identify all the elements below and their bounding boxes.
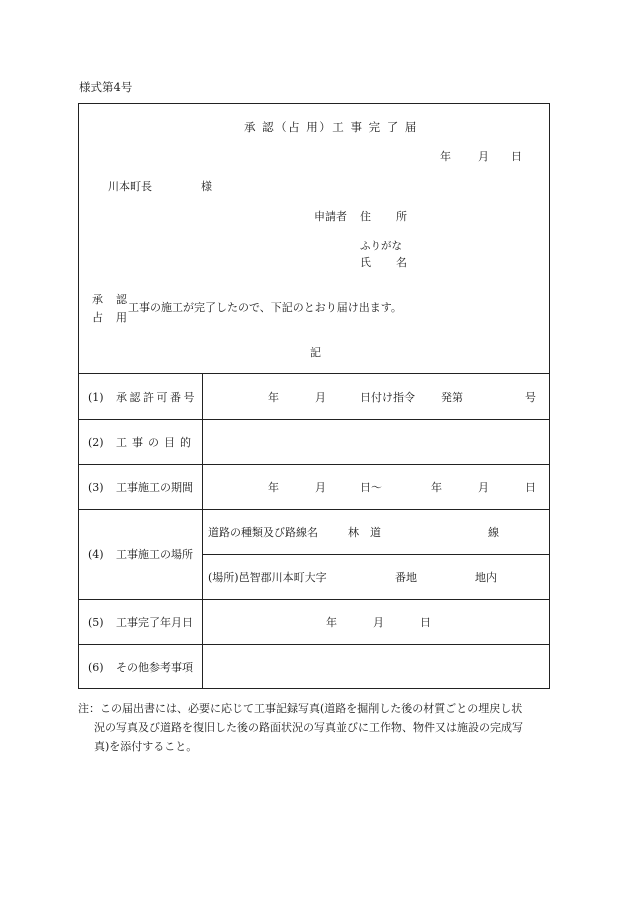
row-2-label: 工事の目的	[116, 436, 196, 449]
row-4-place-label: (場所)邑智郡川本町大字	[208, 571, 327, 584]
row-1-month: 月	[315, 391, 326, 404]
type-choice-shonin-2: 認	[116, 293, 127, 306]
table-rule-top	[78, 373, 550, 374]
address-label-1: 住	[360, 210, 371, 223]
row-4-number: (4)	[88, 548, 104, 561]
form-title: 承 認（占 用）工 事 完 了 届	[244, 120, 418, 134]
row-3-end-year: 年	[431, 481, 442, 494]
table-column-divider	[202, 373, 203, 689]
addressee-honorific: 様	[201, 180, 212, 193]
row-2-number: (2)	[88, 436, 104, 449]
attachment-note	[78, 699, 556, 756]
header-date-year: 年	[440, 150, 451, 163]
row-3-number: (3)	[88, 481, 104, 494]
table-rule-3	[78, 509, 550, 510]
row-3-end-month: 月	[478, 481, 489, 494]
row-1-number: (1)	[88, 391, 104, 404]
row-5-year: 年	[326, 616, 337, 629]
table-rule-1	[78, 419, 550, 420]
note-line-3: 真)を添付すること。	[94, 740, 198, 753]
note-prefix: 注：	[78, 702, 100, 715]
row-5-number: (5)	[88, 616, 104, 629]
row-4-label: 工事施工の場所	[116, 548, 193, 561]
header-date-day: 日	[511, 150, 522, 163]
row-4-road-label: 道路の種類及び路線名	[208, 526, 318, 539]
statement-text: 工事の施工が完了したので、下記のとおり届け出ます。	[128, 301, 402, 314]
note-line-1: この届出書には、必要に応じて工事記録写真(道路を掘削した後の材質ごとの埋戻し状	[100, 702, 523, 715]
name-label-2: 名	[396, 256, 407, 269]
row-1-go: 号	[525, 391, 536, 404]
row-1-date-directive: 日付け指令	[360, 391, 415, 404]
address-label-2: 所	[396, 210, 407, 223]
row-3-label: 工事施工の期間	[116, 481, 193, 494]
table-rule-6	[78, 644, 550, 645]
table-rule-5	[78, 599, 550, 600]
row-3-start-year: 年	[268, 481, 279, 494]
row-4-banchi: 番地	[395, 571, 417, 584]
ki-heading: 記	[310, 346, 321, 359]
row-3-start-day: 日〜	[360, 481, 382, 494]
name-label-1: 氏	[360, 256, 371, 269]
row-6-number: (6)	[88, 661, 104, 674]
row-3-end-day: 日	[525, 481, 536, 494]
row-5-month: 月	[373, 616, 384, 629]
table-rule-2	[78, 464, 550, 465]
type-choice-senyo-1: 占	[92, 311, 103, 324]
row-4-chinai: 地内	[475, 571, 497, 584]
type-choice-shonin-1: 承	[92, 293, 103, 306]
row-1-hatsu: 発第	[441, 391, 463, 404]
applicant-label: 申請者	[314, 210, 347, 223]
row-5-label: 工事完了年月日	[116, 616, 193, 629]
row-1-year: 年	[268, 391, 279, 404]
type-choice-senyo-2: 用	[116, 311, 127, 324]
row-1-label: 承認許可番号	[116, 391, 197, 404]
row-5-day: 日	[420, 616, 431, 629]
row-4-line-suffix: 線	[488, 526, 499, 539]
furigana-label: ふりがな	[360, 240, 402, 252]
table-rule-4-inner	[202, 554, 550, 555]
row-4-road-type: 林 道	[348, 526, 381, 539]
note-line-2: 況の写真及び道路を復旧した後の路面状況の写真並びに工作物、物件又は施設の完成写	[94, 721, 523, 734]
form-number: 様式第4号	[79, 80, 133, 94]
header-date-month: 月	[478, 150, 489, 163]
row-6-label: その他参考事項	[116, 661, 193, 674]
addressee-name: 川本町長	[108, 180, 152, 193]
row-3-start-month: 月	[315, 481, 326, 494]
